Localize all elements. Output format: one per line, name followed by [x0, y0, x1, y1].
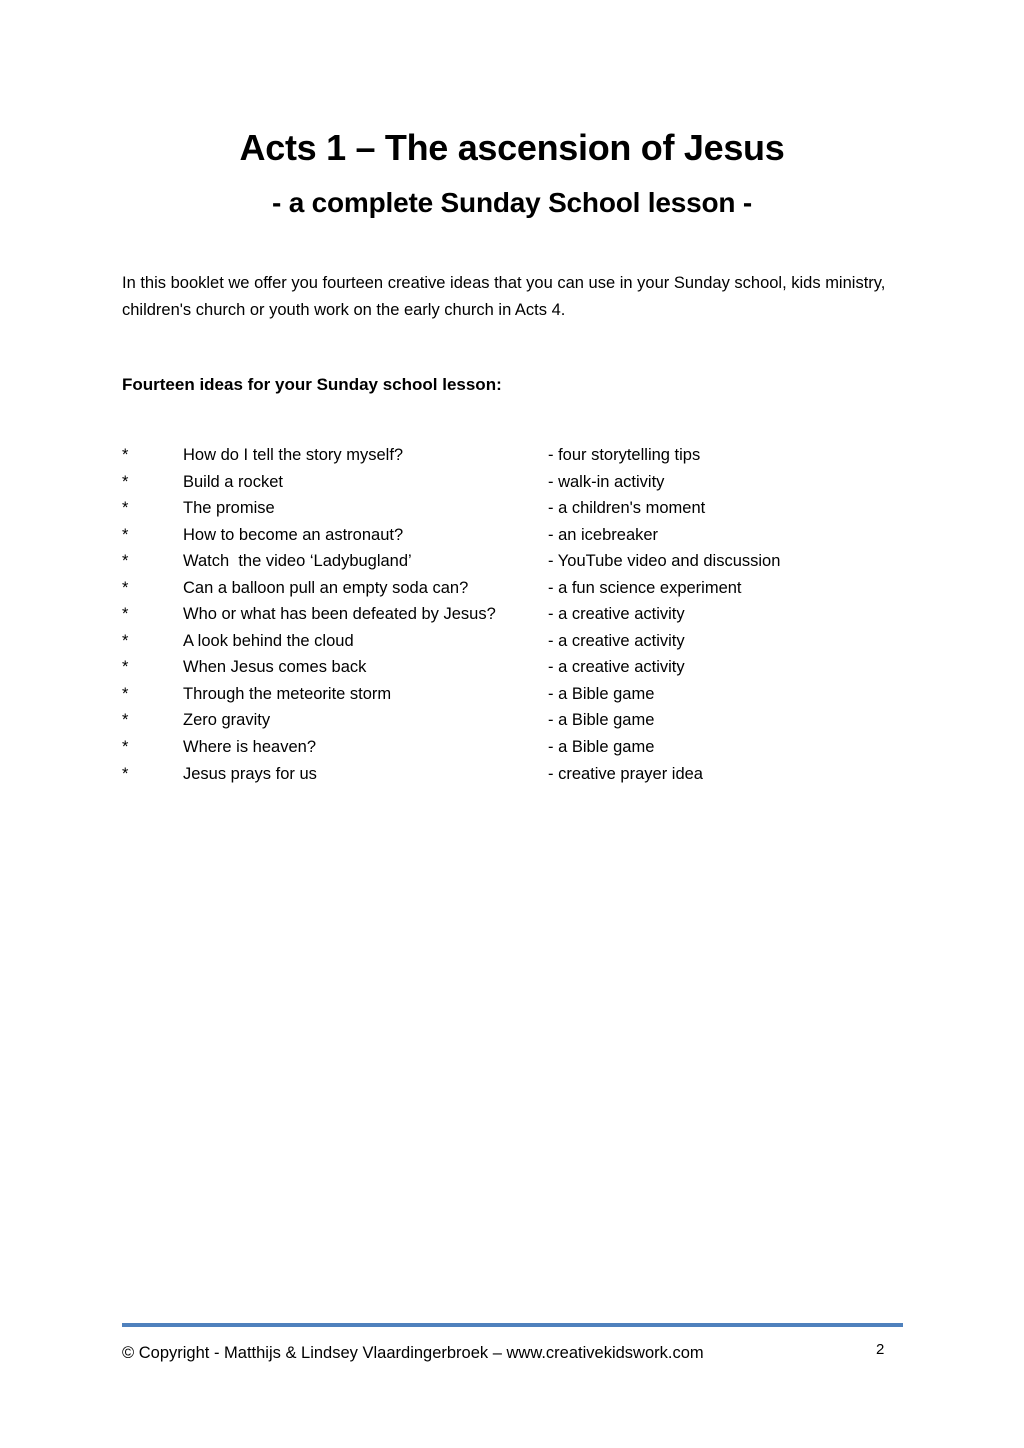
bullet-marker: *: [122, 446, 129, 464]
bullet-marker: *: [122, 552, 129, 571]
idea-title: Where is heaven?: [183, 738, 316, 757]
list-item: [122, 681, 902, 708]
bullet-marker: *: [122, 738, 129, 757]
bullet-marker: *: [122, 658, 129, 677]
bullet-marker: *: [122, 499, 129, 518]
idea-title: How to become an astronaut?: [183, 525, 404, 544]
idea-title: Jesus prays for us: [183, 764, 317, 783]
idea-type: - YouTube video and discussion: [548, 552, 781, 571]
list-item: [122, 442, 902, 469]
page-subtitle: - a complete Sunday School lesson -: [272, 187, 752, 218]
idea-type: - a Bible game: [548, 684, 655, 703]
bullet-marker: *: [122, 631, 129, 650]
section-heading: Fourteen ideas for your Sunday school lesson:: [122, 375, 502, 394]
idea-title: A look behind the cloud: [183, 631, 354, 650]
idea-title: Zero gravity: [183, 711, 271, 730]
list-item: [122, 522, 902, 549]
bullet-marker: *: [122, 764, 129, 783]
idea-title: Who or what has been defeated by Jesus?: [183, 605, 496, 624]
page-title: Acts 1 – The ascension of Jesus: [239, 127, 785, 168]
list-item: [122, 469, 902, 496]
idea-title: Watch the video ‘Ladybugland’: [183, 552, 412, 571]
list-item: [122, 734, 902, 761]
idea-title: When Jesus comes back: [183, 658, 367, 677]
idea-type: - four storytelling tips: [548, 446, 701, 464]
idea-type: - an icebreaker: [548, 525, 659, 544]
idea-type: - walk-in activity: [548, 472, 665, 491]
idea-type: - a Bible game: [548, 711, 655, 730]
bullet-marker: *: [122, 605, 129, 624]
list-item: [122, 628, 902, 655]
bullet-marker: *: [122, 525, 129, 544]
idea-title: Can a balloon pull an empty soda can?: [183, 578, 469, 597]
list-item: [122, 575, 902, 602]
bullet-marker: *: [122, 472, 129, 491]
bullet-marker: *: [122, 711, 129, 730]
idea-title: The promise: [183, 499, 275, 518]
list-item: [122, 761, 902, 788]
idea-type: - a children's moment: [548, 499, 706, 518]
idea-title: Build a rocket: [183, 472, 283, 491]
list-item: [122, 707, 902, 734]
footer-divider: [122, 1323, 903, 1327]
bullet-marker: *: [122, 684, 129, 703]
idea-type: - a creative activity: [548, 658, 685, 677]
list-item: [122, 601, 902, 628]
list-item: [122, 654, 902, 681]
ideas-list: [122, 442, 902, 787]
idea-type: - a Bible game: [548, 738, 655, 757]
idea-title: Through the meteorite storm: [183, 684, 392, 703]
idea-type: - a creative activity: [548, 631, 685, 650]
bullet-marker: *: [122, 578, 129, 597]
list-item: [122, 495, 902, 522]
idea-title: How do I tell the story myself?: [183, 446, 404, 464]
idea-type: - creative prayer idea: [548, 764, 703, 783]
intro-paragraph: In this booklet we offer you fourteen creative ideas that you can use in your Sunday school, kids ministry, children's church or youth work on the early church in Acts 4.: [122, 274, 886, 319]
idea-type: - a creative activity: [548, 605, 685, 624]
footer-copyright: © Copyright - Matthijs & Lindsey Vlaardingerbroek – www.creativekidswork.com: [122, 1344, 704, 1362]
list-item: [122, 548, 902, 575]
idea-type: - a fun science experiment: [548, 578, 742, 597]
page-number: 2: [876, 1341, 885, 1358]
